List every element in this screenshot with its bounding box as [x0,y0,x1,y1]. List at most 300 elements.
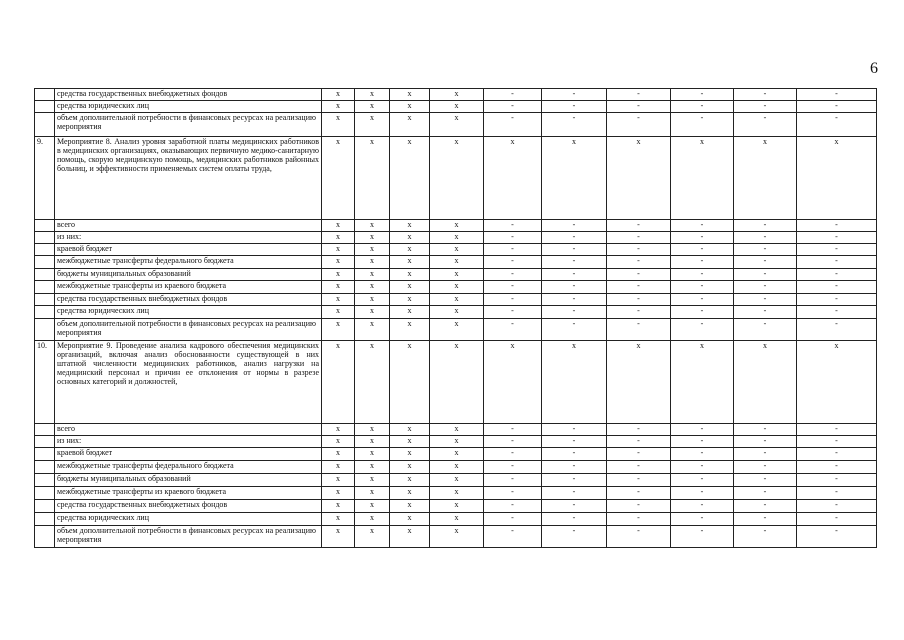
funding-source-cell: краевой бюджет [55,447,322,460]
value-cell: - [671,305,734,318]
value-cell: - [671,435,734,447]
value-cell: х [390,219,430,231]
value-cell: х [390,231,430,243]
value-cell: - [607,525,671,547]
value-cell: х [355,268,390,280]
value-cell: - [797,460,877,473]
value-cell: х [542,136,607,219]
value-cell: - [671,473,734,486]
value-cell: - [797,447,877,460]
value-cell: - [734,293,797,305]
row-number-cell [35,423,55,435]
value-cell: х [322,89,355,101]
row-number-cell: 9. [35,136,55,219]
row-number-cell [35,280,55,293]
value-cell: х [430,280,484,293]
value-cell: х [322,525,355,547]
value-cell: х [355,100,390,112]
value-cell: х [322,512,355,525]
table-row [35,293,877,305]
value-cell: - [484,89,542,101]
funding-source-cell: средства юридических лиц [55,100,322,112]
funding-source-cell: межбюджетные трансферты федерального бюджета [55,255,322,268]
value-cell: х [355,486,390,499]
value-cell: х [322,219,355,231]
value-cell: - [734,243,797,255]
value-cell: х [484,340,542,423]
value-cell: - [797,293,877,305]
value-cell: - [797,423,877,435]
funding-source-cell: средства юридических лиц [55,305,322,318]
row-number-cell [35,512,55,525]
funding-source-cell: средства государственных внебюджетных фондов [55,293,322,305]
value-cell: - [542,243,607,255]
funding-source-cell: всего [55,423,322,435]
value-cell: х [430,293,484,305]
value-cell: - [484,219,542,231]
table-row [35,435,877,447]
value-cell: - [671,512,734,525]
funding-source-cell: межбюджетные трансферты из краевого бюджета [55,486,322,499]
value-cell: - [607,423,671,435]
value-cell: - [671,525,734,547]
value-cell: - [607,499,671,512]
funding-source-cell: средства государственных внебюджетных фондов [55,499,322,512]
value-cell: - [607,447,671,460]
value-cell: х [390,486,430,499]
funding-source-cell: межбюджетные трансферты из краевого бюджета [55,280,322,293]
value-cell: - [542,219,607,231]
value-cell: - [484,499,542,512]
value-cell: - [671,89,734,101]
value-cell: - [797,89,877,101]
value-cell: - [607,255,671,268]
value-cell: х [390,460,430,473]
value-cell: х [355,89,390,101]
value-cell: х [355,231,390,243]
value-cell: х [322,280,355,293]
value-cell: - [797,280,877,293]
value-cell: - [734,268,797,280]
value-cell: х [390,305,430,318]
value-cell: - [671,100,734,112]
row-number-cell [35,255,55,268]
value-cell: х [322,423,355,435]
value-cell: - [542,512,607,525]
value-cell: - [542,435,607,447]
value-cell: - [607,112,671,136]
value-cell: - [607,486,671,499]
value-cell: х [390,525,430,547]
value-cell: х [322,340,355,423]
value-cell: - [734,255,797,268]
value-cell: - [542,255,607,268]
row-number-cell [35,318,55,340]
table-row [35,525,877,547]
value-cell: - [542,423,607,435]
value-cell: х [390,447,430,460]
value-cell: - [542,318,607,340]
value-cell: х [430,525,484,547]
funding-source-cell: бюджеты муниципальных образований [55,473,322,486]
value-cell: х [390,293,430,305]
value-cell: х [430,499,484,512]
value-cell: - [797,318,877,340]
value-cell: х [322,293,355,305]
value-cell: - [734,219,797,231]
value-cell: - [734,460,797,473]
page-number: 6 [870,60,878,77]
value-cell: - [797,243,877,255]
value-cell: - [671,231,734,243]
value-cell: х [542,340,607,423]
value-cell: х [430,473,484,486]
value-cell: - [542,486,607,499]
table-row [35,219,877,231]
value-cell: х [430,100,484,112]
table-row [35,473,877,486]
table-row [35,460,877,473]
value-cell: - [671,293,734,305]
funding-source-cell: объем дополнительной потребности в финансовых ресурсах на реализацию мероприятия [55,525,322,547]
funding-source-cell: из них: [55,435,322,447]
value-cell: - [734,280,797,293]
row-number-cell [35,112,55,136]
value-cell: - [607,219,671,231]
row-number-cell [35,305,55,318]
value-cell: - [542,112,607,136]
value-cell: - [607,512,671,525]
value-cell: - [797,112,877,136]
value-cell: х [390,423,430,435]
value-cell: х [355,499,390,512]
value-cell: х [390,112,430,136]
value-cell: х [355,318,390,340]
value-cell: х [607,136,671,219]
row-number-cell [35,89,55,101]
table-row [35,280,877,293]
value-cell: - [607,293,671,305]
value-cell: х [390,499,430,512]
value-cell: - [484,305,542,318]
value-cell: - [797,231,877,243]
value-cell: х [797,136,877,219]
table-row [35,255,877,268]
value-cell: - [671,486,734,499]
row-number-cell: 10. [35,340,55,423]
table-row [35,447,877,460]
value-cell: - [542,460,607,473]
value-cell: - [797,100,877,112]
table-row [35,243,877,255]
value-cell: - [734,447,797,460]
value-cell: х [430,305,484,318]
value-cell: х [390,340,430,423]
value-cell: - [671,243,734,255]
value-cell: - [484,112,542,136]
value-cell: х [355,423,390,435]
value-cell: х [322,447,355,460]
funding-source-cell: из них: [55,231,322,243]
value-cell: - [734,100,797,112]
value-cell: - [542,268,607,280]
value-cell: - [797,305,877,318]
activity-row [35,340,877,423]
funding-source-cell: бюджеты муниципальных образований [55,268,322,280]
table-row [35,89,877,101]
value-cell: - [797,512,877,525]
value-cell: - [484,255,542,268]
table-row [35,100,877,112]
value-cell: - [671,447,734,460]
value-cell: - [607,473,671,486]
value-cell: х [430,231,484,243]
activity-description-cell: Мероприятие 9. Проведение анализа кадрового обеспечения медицинских организаций, включая анализ обоснованности существующей в них штатной численности медицинских работников, анализ нагрузки на медицинский персонал и причин ее отклонения от нормы в разрезе основных категорий и должностей, [55,340,322,423]
funding-source-cell: межбюджетные трансферты федерального бюджета [55,460,322,473]
value-cell: х [355,473,390,486]
value-cell: х [671,340,734,423]
value-cell: х [322,486,355,499]
value-cell: х [430,447,484,460]
value-cell: - [484,460,542,473]
row-number-cell [35,231,55,243]
table-row [35,318,877,340]
value-cell: х [390,473,430,486]
value-cell: - [671,112,734,136]
value-cell: х [430,340,484,423]
value-cell: - [607,305,671,318]
value-cell: - [607,89,671,101]
value-cell: - [734,473,797,486]
table-row [35,486,877,499]
value-cell: - [542,293,607,305]
value-cell: - [671,280,734,293]
table-row [35,512,877,525]
value-cell: х [484,136,542,219]
value-cell: х [322,255,355,268]
value-cell: х [322,112,355,136]
activity-description-cell: Мероприятие 8. Анализ уровня заработной платы медицинских работников в медицинских организациях, оказывающих первичную медико-санитарную помощь, скорую медицинскую помощь, медицинских работников районных больниц, и эффективности применяемых систем оплаты труда, [55,136,322,219]
value-cell: х [355,340,390,423]
funding-source-cell: средства государственных внебюджетных фондов [55,89,322,101]
funding-source-cell: всего [55,219,322,231]
value-cell: - [671,499,734,512]
value-cell: - [797,255,877,268]
value-cell: х [355,460,390,473]
row-number-cell [35,293,55,305]
value-cell: х [734,136,797,219]
value-cell: - [484,447,542,460]
row-number-cell [35,486,55,499]
value-cell: х [322,136,355,219]
value-cell: - [607,318,671,340]
funding-source-cell: объем дополнительной потребности в финансовых ресурсах на реализацию мероприятия [55,318,322,340]
funding-source-cell: краевой бюджет [55,243,322,255]
value-cell: х [355,512,390,525]
value-cell: - [542,499,607,512]
value-cell: х [390,89,430,101]
value-cell: - [607,268,671,280]
value-cell: х [390,435,430,447]
table-row [35,231,877,243]
value-cell: х [355,280,390,293]
value-cell: - [607,280,671,293]
value-cell: х [430,318,484,340]
value-cell: х [390,136,430,219]
value-cell: х [322,435,355,447]
value-cell: - [484,100,542,112]
value-cell: - [734,318,797,340]
value-cell: х [355,447,390,460]
value-cell: - [607,435,671,447]
row-number-cell [35,243,55,255]
row-number-cell [35,268,55,280]
value-cell: - [734,305,797,318]
value-cell: х [322,305,355,318]
value-cell: - [542,100,607,112]
value-cell: х [355,435,390,447]
funding-source-cell: средства юридических лиц [55,512,322,525]
table-row [35,305,877,318]
value-cell: - [484,231,542,243]
value-cell: х [390,243,430,255]
value-cell: - [484,268,542,280]
value-cell: - [734,512,797,525]
value-cell: - [542,280,607,293]
value-cell: х [355,525,390,547]
value-cell: х [430,423,484,435]
value-cell: - [484,280,542,293]
activity-row [35,136,877,219]
value-cell: - [797,473,877,486]
value-cell: х [390,318,430,340]
value-cell: х [430,219,484,231]
row-number-cell [35,219,55,231]
value-cell: - [484,512,542,525]
value-cell: х [322,100,355,112]
value-cell: - [671,460,734,473]
value-cell: х [671,136,734,219]
value-cell: - [671,219,734,231]
value-cell: - [484,486,542,499]
value-cell: х [430,512,484,525]
value-cell: - [607,460,671,473]
table-row [35,499,877,512]
value-cell: - [671,268,734,280]
value-cell: х [390,100,430,112]
value-cell: х [355,293,390,305]
value-cell: - [734,423,797,435]
row-number-cell [35,447,55,460]
value-cell: х [430,89,484,101]
value-cell: х [322,499,355,512]
value-cell: х [355,255,390,268]
value-cell: - [484,473,542,486]
value-cell: х [430,112,484,136]
value-cell: - [542,305,607,318]
value-cell: х [734,340,797,423]
value-cell: х [355,305,390,318]
value-cell: х [797,340,877,423]
funding-table [34,88,877,548]
value-cell: - [734,499,797,512]
row-number-cell [35,460,55,473]
value-cell: - [607,243,671,255]
value-cell: - [671,318,734,340]
table-row [35,423,877,435]
value-cell: - [797,268,877,280]
value-cell: х [355,112,390,136]
value-cell: - [484,293,542,305]
value-cell: - [797,219,877,231]
value-cell: х [322,231,355,243]
value-cell: - [797,525,877,547]
row-number-cell [35,473,55,486]
value-cell: - [542,231,607,243]
value-cell: - [484,243,542,255]
row-number-cell [35,499,55,512]
value-cell: - [734,525,797,547]
table-row [35,268,877,280]
value-cell: - [671,255,734,268]
value-cell: х [355,136,390,219]
value-cell: х [430,136,484,219]
value-cell: - [542,89,607,101]
value-cell: х [607,340,671,423]
value-cell: х [322,243,355,255]
value-cell: х [430,255,484,268]
value-cell: х [322,268,355,280]
value-cell: - [484,525,542,547]
value-cell: - [734,486,797,499]
row-number-cell [35,435,55,447]
value-cell: - [484,435,542,447]
row-number-cell [35,525,55,547]
value-cell: х [355,219,390,231]
value-cell: - [734,112,797,136]
value-cell: х [322,473,355,486]
value-cell: - [797,499,877,512]
value-cell: х [430,243,484,255]
value-cell: х [390,268,430,280]
value-cell: - [484,318,542,340]
value-cell: - [542,447,607,460]
value-cell: - [542,525,607,547]
value-cell: - [484,423,542,435]
value-cell: х [322,318,355,340]
value-cell: х [390,512,430,525]
value-cell: - [797,435,877,447]
value-cell: х [430,460,484,473]
value-cell: х [390,280,430,293]
value-cell: - [734,89,797,101]
value-cell: - [671,423,734,435]
value-cell: х [430,435,484,447]
value-cell: - [734,231,797,243]
value-cell: х [322,460,355,473]
funding-source-cell: объем дополнительной потребности в финансовых ресурсах на реализацию мероприятия [55,112,322,136]
value-cell: х [430,486,484,499]
value-cell: х [430,268,484,280]
value-cell: - [607,231,671,243]
table-row [35,112,877,136]
value-cell: - [607,100,671,112]
table-body [35,89,877,548]
value-cell: - [797,486,877,499]
value-cell: х [355,243,390,255]
value-cell: - [542,473,607,486]
row-number-cell [35,100,55,112]
